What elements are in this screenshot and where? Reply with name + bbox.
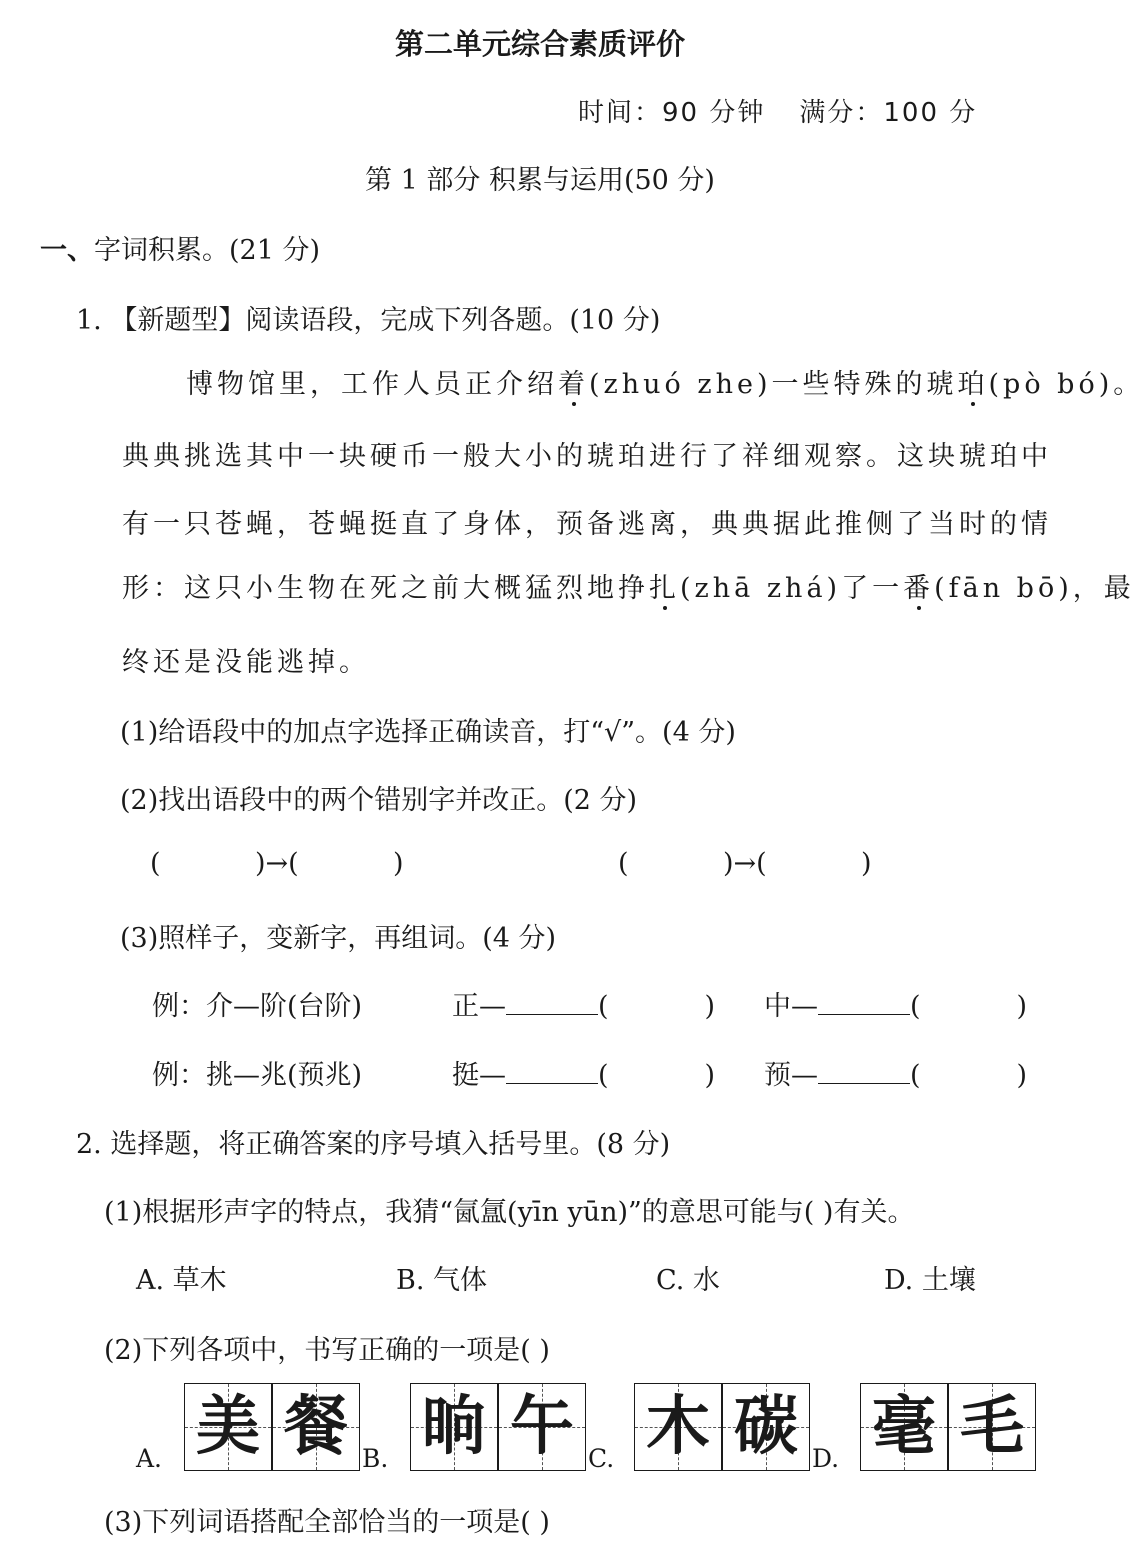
handwritten-char: 毛 xyxy=(960,1390,1024,1464)
question-2-stem: 2. 选择题，将正确答案的序号填入括号里。(8 分) xyxy=(76,1129,671,1160)
exercise-item xyxy=(452,1053,715,1092)
tianzige-cell xyxy=(272,1383,360,1471)
tianzige-cell xyxy=(410,1383,498,1471)
handwritten-char: 午 xyxy=(510,1390,574,1464)
tianzige-cell xyxy=(860,1383,948,1471)
exercise-char: 预— xyxy=(764,1060,818,1091)
grid-option-b-letter[interactable]: B. xyxy=(362,1444,389,1473)
exercise-char: 正— xyxy=(452,991,506,1022)
passage-line-1 xyxy=(186,362,1144,401)
exercise-item xyxy=(452,984,715,1023)
handwritten-char: 毫 xyxy=(872,1390,936,1464)
sub-question-1: (1)给语段中的加点字选择正确读音，打“√”。(4 分) xyxy=(120,717,736,748)
option-a[interactable]: A. 草木 xyxy=(136,1265,227,1296)
exam-info xyxy=(578,92,977,129)
section-heading xyxy=(40,228,320,267)
grid-option-d-letter[interactable]: D. xyxy=(812,1444,840,1473)
passage-line-4 xyxy=(122,566,1135,605)
tianzige-cell xyxy=(722,1383,810,1471)
fill-blank[interactable] xyxy=(506,990,598,1015)
grid-option-c-letter[interactable]: C. xyxy=(588,1444,615,1473)
handwritten-char: 碳 xyxy=(734,1390,798,1464)
part-title: 第 1 部分 积累与运用(50 分) xyxy=(365,165,715,196)
passage-text: (zhuó zhe)一些特殊的琥 xyxy=(589,369,958,400)
handwritten-char: 美 xyxy=(196,1390,260,1464)
sub-question-3: (3)照样子，变新字，再组词。(4 分) xyxy=(120,923,557,954)
tianzige-cell xyxy=(184,1383,272,1471)
q2-sub-question-2: (2)下列各项中，书写正确的一项是( ) xyxy=(104,1335,550,1366)
paren-close: ) xyxy=(704,1060,716,1091)
paren-open: ( xyxy=(598,1060,609,1091)
question-1-stem: 1. 【新题型】阅读语段，完成下列各题。(10 分) xyxy=(76,305,661,336)
fill-blank[interactable] xyxy=(818,990,910,1015)
q2-sub-question-3: (3)下列词语搭配全部恰当的一项是( ) xyxy=(104,1507,550,1538)
grid-option-a-letter[interactable]: A. xyxy=(136,1444,163,1473)
handwritten-char: 晌 xyxy=(422,1390,486,1464)
fill-blank[interactable] xyxy=(818,1059,910,1084)
exercise-char: 中— xyxy=(764,991,818,1022)
answer-blank-1[interactable]: ( )→( ) xyxy=(150,848,404,879)
dotted-char: 番 xyxy=(903,573,935,604)
sub-question-2: (2)找出语段中的两个错别字并改正。(2 分) xyxy=(120,785,638,816)
time-limit: 时间：90 分钟 xyxy=(578,98,766,128)
example-1: 例：介—阶(台阶) xyxy=(152,991,363,1022)
exercise-item xyxy=(764,984,1027,1023)
passage-line-3: 有一只苍蝇，苍蝇挺直了身体，预备逃离，典典据此推侧了当时的情 xyxy=(122,509,1052,540)
dotted-char: 珀 xyxy=(957,369,989,400)
paren-close: ) xyxy=(1016,991,1028,1022)
paren-close: ) xyxy=(704,991,716,1022)
tianzige-cell xyxy=(948,1383,1036,1471)
q2-sub-question-1: (1)根据形声字的特点，我猜“氤氲(yīn yūn)”的意思可能与( )有关。 xyxy=(104,1197,915,1228)
option-c[interactable]: C. 水 xyxy=(656,1265,720,1296)
passage-line-5: 终还是没能逃掉。 xyxy=(122,647,370,678)
handwritten-char: 餐 xyxy=(284,1390,348,1464)
tianzige-cell xyxy=(498,1383,586,1471)
paren-open: ( xyxy=(910,991,921,1022)
option-d[interactable]: D. 土壤 xyxy=(884,1265,976,1296)
example-2: 例：挑—兆(预兆) xyxy=(152,1060,363,1091)
paren-close: ) xyxy=(1016,1060,1028,1091)
answer-blank-2[interactable]: ( )→( ) xyxy=(618,848,872,879)
passage-text: (zhā zhá)了一 xyxy=(680,573,904,604)
fill-blank[interactable] xyxy=(506,1059,598,1084)
paren-open: ( xyxy=(598,991,609,1022)
section-number: 一、 xyxy=(40,235,94,266)
tianzige-cell xyxy=(634,1383,722,1471)
passage-text: 形：这只小生物在死之前大概猛烈地挣 xyxy=(122,573,649,604)
option-b[interactable]: B. 气体 xyxy=(396,1265,488,1296)
handwritten-char: 木 xyxy=(646,1390,710,1464)
paren-open: ( xyxy=(910,1060,921,1091)
section-title: 字词积累。(21 分) xyxy=(94,235,321,266)
passage-line-2: 典典挑选其中一块硬币一般大小的琥珀进行了祥细观察。这块琥珀中 xyxy=(122,441,1052,472)
dotted-char: 着 xyxy=(558,369,589,400)
exercise-char: 挺— xyxy=(452,1060,506,1091)
dotted-char: 扎 xyxy=(649,573,680,604)
passage-text: (fān bō)，最 xyxy=(934,573,1135,604)
passage-text: 博物馆里，工作人员正介绍 xyxy=(186,369,558,400)
full-score: 满分：100 分 xyxy=(799,98,978,128)
exercise-item xyxy=(764,1053,1027,1092)
passage-text: (pò bó)。 xyxy=(988,369,1144,400)
page-title: 第二单元综合素质评价 xyxy=(394,27,685,61)
